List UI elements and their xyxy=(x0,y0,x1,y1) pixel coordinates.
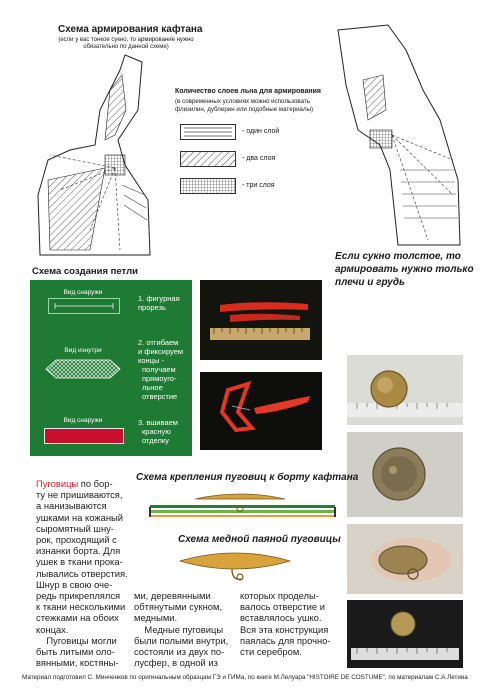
legend-three-layers-swatch xyxy=(180,178,236,194)
legend-one-layer-swatch xyxy=(180,124,236,140)
step-2-line-7: отверстие xyxy=(142,392,178,401)
step-2-line-6: льное xyxy=(142,383,163,392)
text-line: медными. xyxy=(134,612,178,624)
text-line: Вся эта конструкция xyxy=(240,623,329,635)
loop-photo-closeup xyxy=(200,372,322,450)
armoring-note-2: обязательно по данной схеме) xyxy=(83,44,169,50)
footer-credits: Материал подготовил С. Минченков по оригинальным образцам ГЭ и ГИМа, по книге М.Лелуара "HISTOIRE DE COSTUME", по материалам С.А.Летина xyxy=(22,674,468,681)
panel-label-outside-1: Вид снаружи xyxy=(63,289,103,296)
text-line: ми, деревянными xyxy=(134,590,211,601)
text-line: Пуговицы по бор- xyxy=(36,478,113,489)
text-line: паялась для прочно- xyxy=(240,634,331,646)
text-line: Шнур в свою оче- xyxy=(36,578,113,590)
loop-photo-ruler xyxy=(200,280,322,360)
step-2-line-5: прямоуго- xyxy=(142,374,177,383)
loop-scheme-title: Схема создания петли xyxy=(32,266,138,277)
text-line: которых проделы- xyxy=(240,590,319,601)
text-line: концах. xyxy=(36,623,69,635)
text-line: состояли из двух по- xyxy=(134,646,225,658)
button-photo-4 xyxy=(347,600,463,668)
button-photo-2 xyxy=(347,432,463,517)
text-line: изнанки борта. Для xyxy=(36,545,121,557)
text-line: обтянутыми сукном, xyxy=(134,601,223,613)
text-line: ушек в ткани прока- xyxy=(36,556,123,568)
text-line: Пуговицы могли xyxy=(36,634,117,646)
text-line: быть литыми оло- xyxy=(36,646,115,658)
step-3-line-1: 3. вшиваем xyxy=(138,418,178,427)
text-line: лусфер, в одной из xyxy=(134,657,218,669)
step-2-line-3: концы - xyxy=(138,356,164,365)
copper-button-title: Схема медной паяной пуговицы xyxy=(178,534,341,545)
step-3-line-2: красную xyxy=(142,427,171,436)
button-photo-3 xyxy=(347,524,463,594)
thick-cloth-note-1: Если сукно толстое, то xyxy=(335,251,461,262)
text-line: сти серебром. xyxy=(240,646,302,658)
loop-fold-diagram xyxy=(44,358,122,380)
text-line: редь прикреплялся xyxy=(36,590,121,602)
kaftan-pattern-left xyxy=(30,50,180,260)
text-column-2 xyxy=(134,590,234,668)
legend-two-layers-label: - два слоя xyxy=(242,155,276,162)
buttons-attach-title: Схема крепления пуговиц к борту кафтана xyxy=(136,472,359,483)
armoring-title: Схема армирования кафтана xyxy=(58,24,203,35)
step-1-line-1: 1. фигурная xyxy=(138,294,180,303)
loop-red-trim-diagram xyxy=(44,428,124,444)
button-photo-1 xyxy=(347,355,463,425)
copper-button-diagram xyxy=(170,545,300,587)
panel-label-outside-2: Вид снаружи xyxy=(63,417,103,424)
legend-three-layers-label: - три слоя xyxy=(242,182,275,189)
loop-scheme-panel xyxy=(30,280,192,456)
text-line: Медные пуговицы xyxy=(134,623,224,635)
step-3-line-3: отделку xyxy=(142,436,169,445)
kaftan-pattern-right xyxy=(328,20,468,250)
text-line: рок, проходящий с xyxy=(36,534,117,546)
step-2-line-4: получаем xyxy=(142,365,176,374)
step-2-line-1: 2. отгибаем xyxy=(138,338,179,347)
text-line: вянными, костяны- xyxy=(36,657,119,669)
loop-cut-diagram xyxy=(48,298,120,314)
text-line: сыромятный шну- xyxy=(36,522,114,534)
legend-subtitle-2: флизилин, дублерин или подобные материалы) xyxy=(175,106,314,113)
text-line: были полыми внутри, xyxy=(134,634,229,646)
text-line: ушками на кожаный xyxy=(36,511,123,523)
step-2-line-2: и фиксируем xyxy=(138,347,184,356)
legend-title: Количество слоев льна для армирования xyxy=(175,88,321,95)
text-line: стежками на обоих xyxy=(36,612,119,624)
thick-cloth-note-2: армировать нужно только xyxy=(335,264,474,275)
text-line: к ткани несколькими xyxy=(36,601,126,613)
text-column-3 xyxy=(240,590,340,657)
panel-label-inside: Вид изнутри xyxy=(64,347,102,354)
armoring-note-1: (если у вас тонкое сукно, то армирование нужно xyxy=(58,37,194,43)
text-column-1 xyxy=(36,478,132,668)
text-line: валось отверстие и xyxy=(240,601,325,613)
text-line: ту не пришиваются, xyxy=(36,489,123,501)
text-line: а нанизываются xyxy=(36,500,107,512)
legend-two-layers-swatch xyxy=(180,151,236,167)
buttons-attach-diagram xyxy=(145,487,340,523)
step-1-line-2: прорезь xyxy=(138,303,166,312)
text-line: вставлялось ушко. xyxy=(240,612,322,624)
legend-subtitle-1: (в современных условиях можно использовать xyxy=(175,98,310,105)
legend-one-layer-label: - один слой xyxy=(242,128,280,135)
thick-cloth-note-3: плечи и грудь xyxy=(335,277,405,288)
text-line: лывались отверстия. xyxy=(36,567,128,579)
